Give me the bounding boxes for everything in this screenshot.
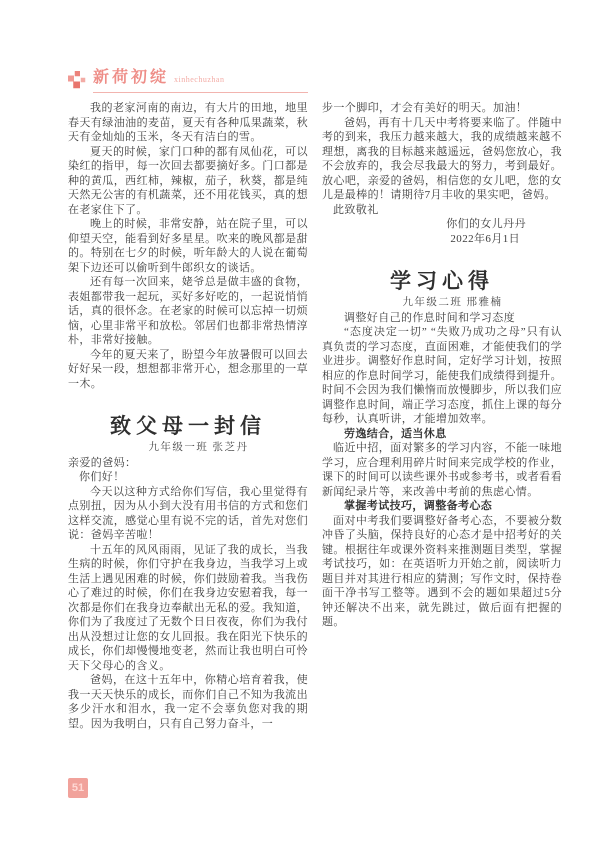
magazine-title: 新荷初绽 <box>93 69 170 86</box>
essay-paragraph: 今年的夏天来了，盼望今年放暑假可以回去好好呆一段，想想都非常开心，想念那里的一草一木。 <box>68 348 308 390</box>
letter-salutation: 亲爱的爸妈： <box>68 456 137 469</box>
magazine-masthead <box>93 64 308 93</box>
study-notes-title: 学习心得 <box>390 269 494 293</box>
right-column <box>322 101 562 731</box>
essay-paragraph: 夏天的时候，家门口种的都有凤仙花，可以染红的指甲，每一次回去都要摘好多。门口都是种的黄瓜，西红柿，辣椒，茄子，秋葵，都是纯天然无公害的有机蔬菜，还不用花钱买，真的想在老家住下了。 <box>68 145 308 216</box>
study-notes-paragraph: 面对中考我们要调整好备考心态，不要被分数冲昏了头脑，保持良好的心态才是中招考好的关键。根据往年或课外资料来推测题目类型，掌握考试技巧，如：在英语听力开始之前，阅读听力题目并对其进行相应的猜测；写作文时，保持卷面干净书写工整等。遇到不会的题如果超过5分钟还解决不出来，就先跳过，做后面有把握的题。 <box>322 514 562 628</box>
magazine-logo-icon <box>68 71 86 89</box>
page-number-badge: 51 <box>68 778 88 798</box>
study-notes-body <box>322 311 562 630</box>
letter-continuation: 步一个脚印，才会有美好的明天。加油！ <box>322 102 528 114</box>
letter-paragraph: 今天以这种方式给你们写信，我心里觉得有点别扭，因为从小到大没有用书信的方式和您们这样交流，感觉心里有说不完的话，首先对您们说：爸妈辛苦啦！ <box>68 485 308 541</box>
letter-greeting: 你们好！ <box>79 471 125 483</box>
study-notes-paragraph: 临近中招，面对繁多的学习内容，不能一味地学习，应合理利用碎片时间来完成学校的作业，课下的时间可以读些课外书或参考书，或者看看新闻纪录片等，来改善中考前的焦虑心情。 <box>322 442 562 498</box>
study-notes-byline: 九年级二班 邢雅楠 <box>402 297 503 308</box>
letter-article-title: 致父母一封信 <box>110 414 266 438</box>
study-notes-section-heading: 劳逸结合，适当休息 <box>344 427 447 440</box>
content-columns <box>68 101 562 731</box>
study-notes-section-heading: 掌握考试技巧，调整备考心态 <box>344 500 493 512</box>
letter-article-byline: 九年级一班 张芝丹 <box>148 442 249 453</box>
letter-paragraph: 爸妈，在这十五年中，你精心培育着我，使我一天天快乐的成长，而你们自己不知为我流出多少汗水和泪水，我一定不会辜负您对我的期望。因为我明白，只有自己努力奋斗，一 <box>68 674 308 730</box>
study-notes-intro-heading: 调整好自己的作息时间和学习态度 <box>344 311 515 324</box>
page-header <box>68 64 308 93</box>
study-notes-paragraph: “态度决定一切” “失败乃成功之母”只有认真负责的学习态度，直面困难，才能使我们的学业进步。调整好作息时间，定好学习计划，按照相应的作息时间学习，能使我们成绩得到提升。时间不会因为我们懒惰而放慢脚步，所以我们应调整作息时间，端正学习态度，抓住上课的每分每秒，认真听讲，才能增加效率。 <box>322 326 562 425</box>
essay-paragraph: 还有每一次回来，姥爷总是做丰盛的食物，表姐都带我一起玩，买好多好吃的，一起说悄悄话，真的很怀念。在老家的时候可以忘掉一切烦恼，心里非常平和放松。邻居们也都非常热情淳朴，非常好接触。 <box>68 276 308 346</box>
letter-closing: 此致敬礼 <box>333 203 379 216</box>
letter-paragraph: 爸妈，再有十几天中考将要来临了。伴随中考的到来，我压力越来越大，我的成绩越来越不理想，离我的目标越来越遥远，爸妈您放心，我不会放弃的，我会尽我最大的努力，考到最好。放心吧，亲爱的爸妈，相信您的女儿吧，您的女儿是最棒的！请期待7月丰收的果实吧，爸妈。 <box>322 116 562 201</box>
left-column <box>68 101 308 731</box>
essay-paragraph: 我的老家河南的南边，有大片的田地，地里春天有绿油油的麦苗，夏天有各种瓜果蔬菜，秋天有金灿灿的玉米，冬天有洁白的雪。 <box>68 102 308 143</box>
magazine-pinyin: xinhechuzhan <box>174 75 225 84</box>
letter-date: 2022年6月1日 <box>450 232 520 245</box>
letter-paragraph: 十五年的风风雨雨，见证了我的成长，当我生病的时候，你们守护在我身边，当我学习上或生活上遇见困难的时候，你们鼓励着我。当我伤心了难过的时候，你们在我身边安慰着我，每一次都是你们在我身边奉献出无私的爱。我知道，你们为了我度过了无数个日日夜夜，你们为我付出从没想过让您的女儿回报。我在阳光下快乐的成长，你们却慢慢地变老，然而让我也明白可怜天下父母心的含义。 <box>68 543 308 672</box>
essay-paragraph: 晚上的时候，非常安静，站在院子里，可以仰望天空，能看到好多星星。吹来的晚风都是甜的。特别在七夕的时候，听年龄大的人说在葡萄架下边还可以偷听到牛郎织女的谈话。 <box>68 218 308 274</box>
letter-signature: 你们的女儿丹丹 <box>446 218 526 230</box>
